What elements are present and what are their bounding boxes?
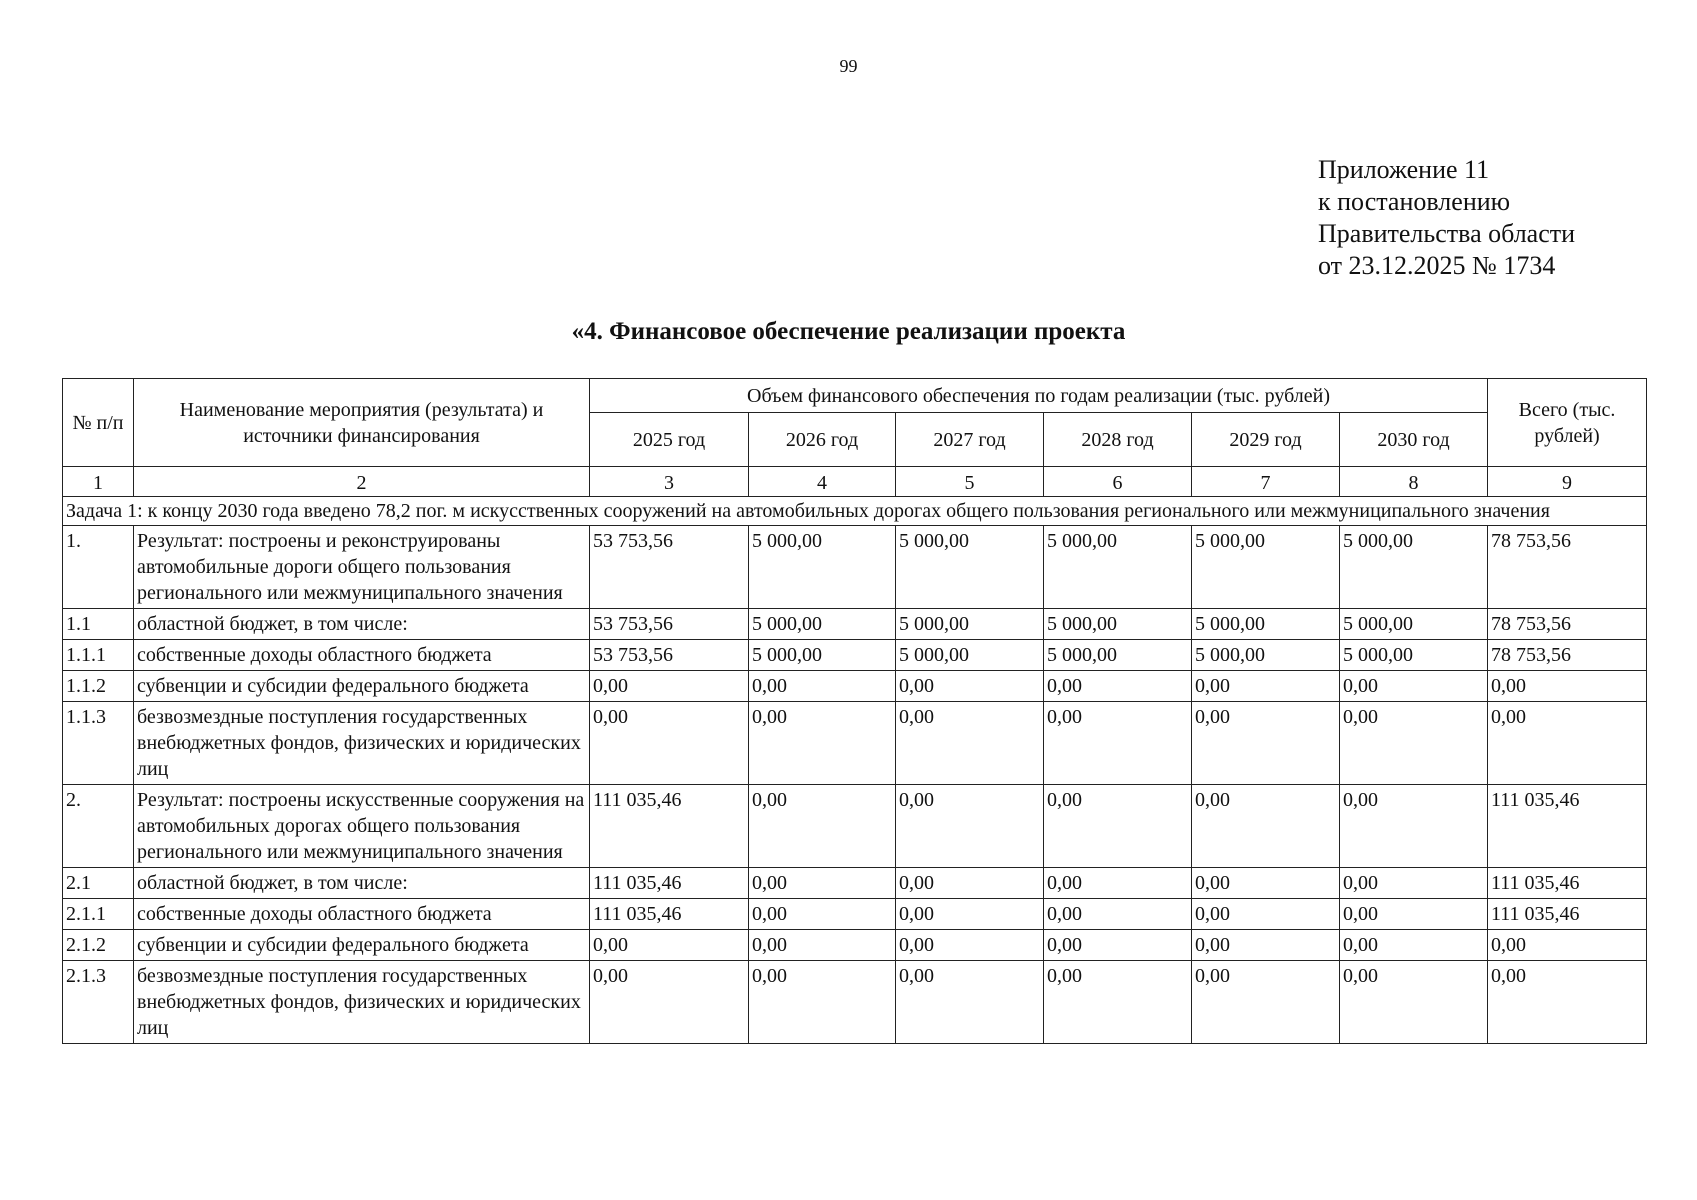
row-name: областной бюджет, в том числе:: [134, 868, 590, 899]
row-value: 5 000,00: [896, 609, 1044, 640]
row-name: собственные доходы областного бюджета: [134, 899, 590, 930]
column-number: 7: [1192, 467, 1340, 497]
row-value: 0,00: [590, 930, 749, 961]
row-number: 1.1.1: [63, 640, 134, 671]
row-value: 5 000,00: [1192, 526, 1340, 609]
page-number: 99: [839, 56, 858, 76]
row-value: 5 000,00: [749, 609, 896, 640]
column-number: 9: [1488, 467, 1647, 497]
row-name: безвозмездные поступления государственных внебюджетных фондов, физических и юридических лиц: [134, 961, 590, 1044]
row-value: 0,00: [749, 961, 896, 1044]
row-value: 0,00: [1192, 785, 1340, 868]
appendix-line-3: Правительства области: [1318, 219, 1576, 248]
row-value: 111 035,46: [590, 785, 749, 868]
row-value: 5 000,00: [1192, 609, 1340, 640]
row-value: 0,00: [1192, 868, 1340, 899]
row-total: 111 035,46: [1488, 899, 1647, 930]
row-value: 53 753,56: [590, 526, 749, 609]
table-row: [63, 899, 1647, 930]
row-value: 0,00: [1044, 702, 1192, 785]
row-value: 5 000,00: [896, 640, 1044, 671]
row-value: 0,00: [749, 702, 896, 785]
section-title: «4. Финансовое обеспечение реализации проекта: [571, 318, 1126, 345]
table-header: [63, 379, 1647, 467]
row-name: субвенции и субсидии федерального бюджета: [134, 671, 590, 702]
table-row: [63, 640, 1647, 671]
column-number: 6: [1044, 467, 1192, 497]
row-value: 0,00: [896, 930, 1044, 961]
appendix-block: [1318, 154, 1575, 282]
header-name: Наименование мероприятия (результата) и источники финансирования: [134, 379, 590, 467]
table-row: [63, 785, 1647, 868]
task-text: Задача 1: к концу 2030 года введено 78,2 пог. м искусственных сооружений на автомобильных дорогах общего пользования регионального или межмуниципального значения: [63, 497, 1647, 526]
row-value: 5 000,00: [1192, 640, 1340, 671]
column-number: 8: [1340, 467, 1488, 497]
row-value: 0,00: [1044, 671, 1192, 702]
header-year: 2027 год: [896, 413, 1044, 467]
row-value: 0,00: [1340, 785, 1488, 868]
row-total: 78 753,56: [1488, 640, 1647, 671]
appendix-line-4: от 23.12.2025 № 1734: [1318, 251, 1556, 280]
row-total: 78 753,56: [1488, 609, 1647, 640]
table-row: [63, 702, 1647, 785]
row-number: 1.1: [63, 609, 134, 640]
row-number: 1.: [63, 526, 134, 609]
header-volume: Объем финансового обеспечения по годам реализации (тыс. рублей): [590, 379, 1488, 413]
header-year: 2026 год: [749, 413, 896, 467]
row-number: 2.1: [63, 868, 134, 899]
row-value: 0,00: [1044, 930, 1192, 961]
table-row: [63, 609, 1647, 640]
row-number: 1.1.3: [63, 702, 134, 785]
header-year: 2028 год: [1044, 413, 1192, 467]
column-numbers-row: [63, 467, 1647, 497]
row-value: 0,00: [896, 702, 1044, 785]
row-total: 0,00: [1488, 702, 1647, 785]
row-value: 0,00: [1192, 961, 1340, 1044]
row-total: 0,00: [1488, 961, 1647, 1044]
row-total: 0,00: [1488, 671, 1647, 702]
row-total: 111 035,46: [1488, 868, 1647, 899]
row-value: 0,00: [1192, 671, 1340, 702]
table-row: [63, 868, 1647, 899]
row-number: 2.: [63, 785, 134, 868]
row-value: 5 000,00: [1340, 640, 1488, 671]
row-name: областной бюджет, в том числе:: [134, 609, 590, 640]
row-number: 2.1.2: [63, 930, 134, 961]
row-value: 0,00: [1044, 899, 1192, 930]
row-value: 0,00: [1192, 702, 1340, 785]
row-value: 0,00: [1044, 961, 1192, 1044]
table-body: [63, 467, 1647, 1044]
row-value: 5 000,00: [1044, 609, 1192, 640]
table-row: [63, 930, 1647, 961]
row-value: 53 753,56: [590, 609, 749, 640]
row-value: 0,00: [590, 671, 749, 702]
table-row: [63, 961, 1647, 1044]
table-row: [63, 526, 1647, 609]
row-name: субвенции и субсидии федерального бюджета: [134, 930, 590, 961]
row-value: 0,00: [1340, 899, 1488, 930]
row-value: 5 000,00: [749, 640, 896, 671]
row-number: 2.1.1: [63, 899, 134, 930]
row-value: 0,00: [1192, 899, 1340, 930]
column-number: 3: [590, 467, 749, 497]
row-value: 0,00: [590, 961, 749, 1044]
header-num: № п/п: [63, 379, 134, 467]
row-value: 0,00: [896, 671, 1044, 702]
row-value: 0,00: [1340, 868, 1488, 899]
row-value: 0,00: [1044, 785, 1192, 868]
row-value: 0,00: [749, 785, 896, 868]
column-number: 2: [134, 467, 590, 497]
row-value: 0,00: [1340, 961, 1488, 1044]
row-value: 5 000,00: [1340, 526, 1488, 609]
row-value: 5 000,00: [1044, 526, 1192, 609]
column-number: 5: [896, 467, 1044, 497]
row-value: 0,00: [1340, 930, 1488, 961]
row-number: 2.1.3: [63, 961, 134, 1044]
row-value: 0,00: [896, 961, 1044, 1044]
header-year: 2030 год: [1340, 413, 1488, 467]
column-number: 4: [749, 467, 896, 497]
header-total: Всего (тыс. рублей): [1488, 379, 1647, 467]
row-total: 0,00: [1488, 930, 1647, 961]
row-value: 111 035,46: [590, 868, 749, 899]
row-value: 0,00: [1192, 930, 1340, 961]
appendix-line-1: Приложение 11: [1318, 155, 1490, 184]
row-number: 1.1.2: [63, 671, 134, 702]
row-value: 111 035,46: [590, 899, 749, 930]
appendix-line-2: к постановлению: [1318, 187, 1511, 216]
row-name: Результат: построены и реконструированы автомобильные дороги общего пользования регионального или межмуниципального значения: [134, 526, 590, 609]
column-number: 1: [63, 467, 134, 497]
row-value: 0,00: [896, 899, 1044, 930]
row-value: 0,00: [590, 702, 749, 785]
row-value: 0,00: [896, 785, 1044, 868]
table-row: [63, 671, 1647, 702]
task-row: [63, 497, 1647, 526]
row-value: 5 000,00: [1044, 640, 1192, 671]
row-total: 78 753,56: [1488, 526, 1647, 609]
row-value: 0,00: [749, 899, 896, 930]
row-value: 0,00: [749, 671, 896, 702]
row-name: собственные доходы областного бюджета: [134, 640, 590, 671]
header-year: 2025 год: [590, 413, 749, 467]
row-value: 53 753,56: [590, 640, 749, 671]
row-name: Результат: построены искусственные сооружения на автомобильных дорогах общего пользования регионального или межмуниципального значения: [134, 785, 590, 868]
row-value: 0,00: [749, 930, 896, 961]
row-name: безвозмездные поступления государственных внебюджетных фондов, физических и юридических лиц: [134, 702, 590, 785]
row-value: 5 000,00: [749, 526, 896, 609]
row-value: 5 000,00: [1340, 609, 1488, 640]
header-year: 2029 год: [1192, 413, 1340, 467]
row-value: 0,00: [749, 868, 896, 899]
row-value: 0,00: [1340, 702, 1488, 785]
row-value: 0,00: [1044, 868, 1192, 899]
row-value: 0,00: [896, 868, 1044, 899]
financing-table: [62, 378, 1647, 1044]
row-value: 0,00: [1340, 671, 1488, 702]
row-total: 111 035,46: [1488, 785, 1647, 868]
row-value: 5 000,00: [896, 526, 1044, 609]
